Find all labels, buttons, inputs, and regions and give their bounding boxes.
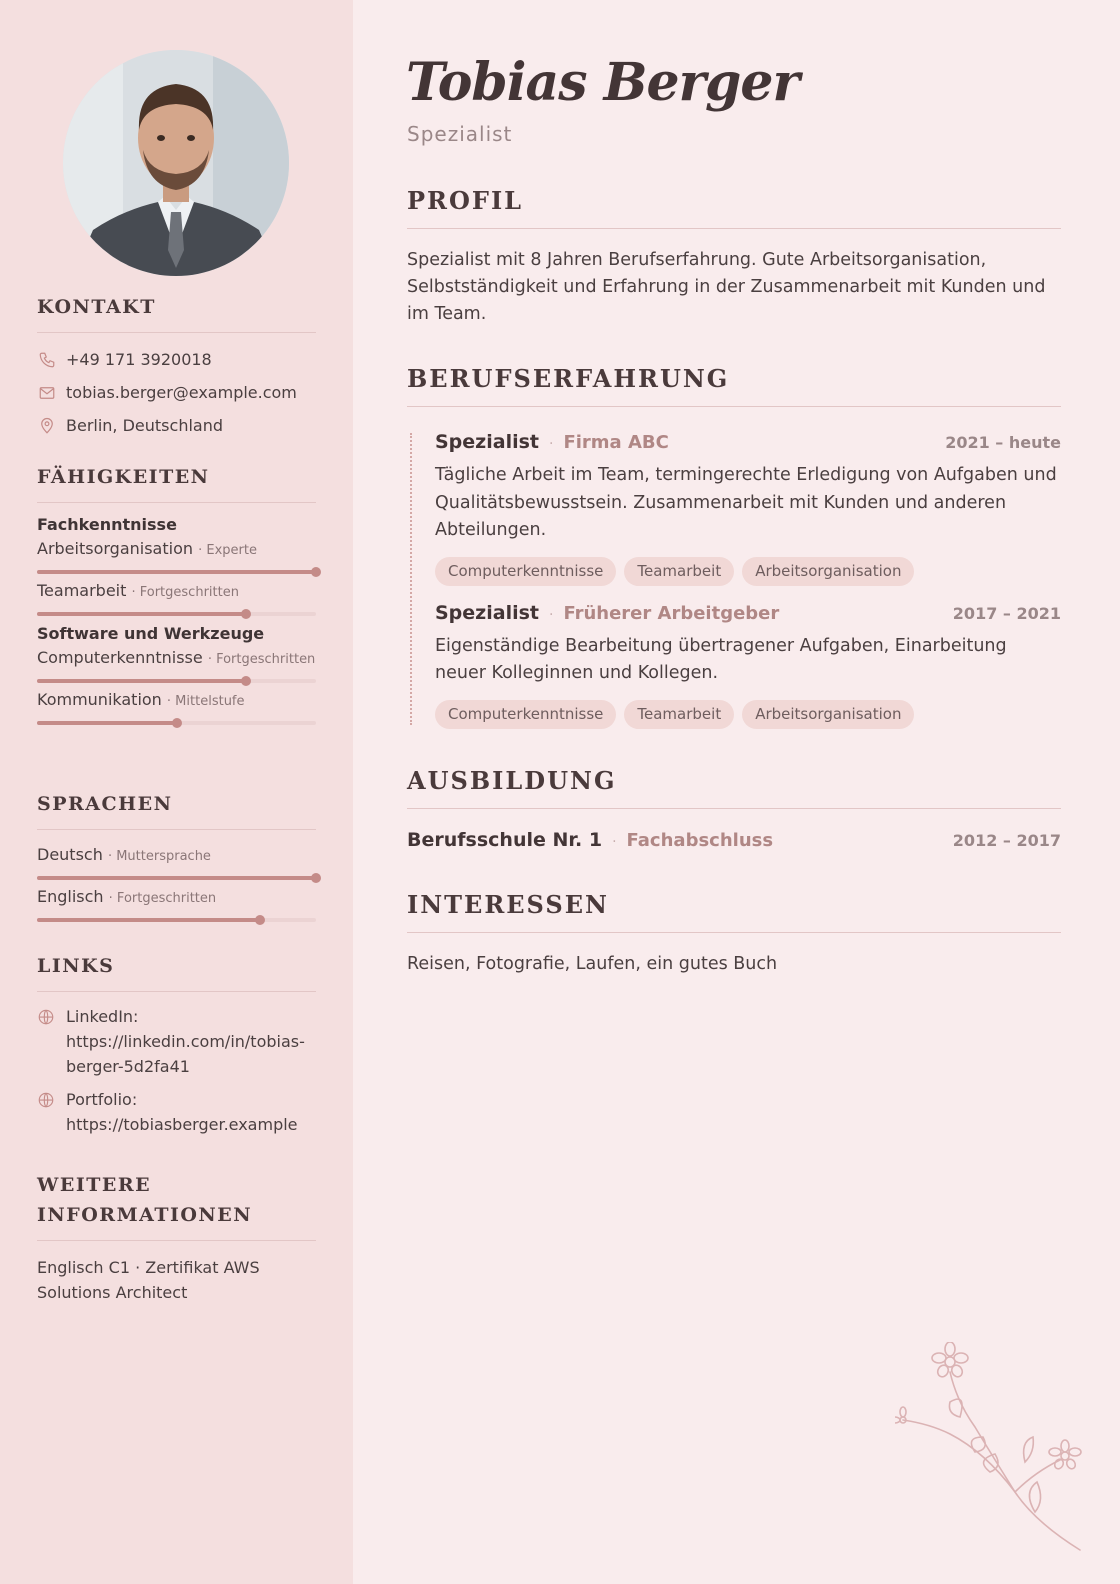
job-entry xyxy=(435,600,1061,729)
linkedin-label: LinkedIn: xyxy=(66,1007,139,1026)
skill-bar xyxy=(37,721,316,725)
linkedin-url-line1: https://linkedin.com/in/tobias- xyxy=(66,1032,305,1051)
language-level: · Muttersprache xyxy=(107,849,211,864)
languages-heading: SPRACHEN xyxy=(37,789,316,830)
job-tags xyxy=(435,700,1061,729)
tag: Teamarbeit xyxy=(624,557,734,586)
interests-heading: INTERESSEN xyxy=(407,888,1061,933)
languages-section xyxy=(37,789,316,928)
job-company: Firma ABC xyxy=(563,432,669,453)
skills-section xyxy=(37,462,316,731)
mail-icon xyxy=(37,383,57,403)
language-bar xyxy=(37,876,316,880)
tag: Arbeitsorganisation xyxy=(742,700,914,729)
job-date: 2017 – 2021 xyxy=(952,603,1061,623)
separator-dot: · xyxy=(548,436,554,452)
separator-dot: · xyxy=(612,834,617,850)
education-entry xyxy=(407,829,1061,851)
interests-section xyxy=(407,888,1061,978)
email-text: tobias.berger@example.com xyxy=(66,383,297,402)
experience-section xyxy=(407,362,1061,743)
language-name: Deutsch xyxy=(37,845,103,864)
education-degree: Fachabschluss xyxy=(626,830,774,851)
job-role: Spezialist xyxy=(435,601,539,624)
language-item xyxy=(37,844,316,880)
skill-item xyxy=(37,647,316,683)
skill-group-title: Fachkenntnisse xyxy=(37,515,177,534)
experience-timeline xyxy=(407,429,1061,729)
globe-icon xyxy=(37,1087,57,1137)
job-description: Eigenständige Bearbeitung übertragener Aufgaben, Einarbeitung neuer Kolleginnen und Kollegen. xyxy=(435,635,1007,683)
skill-bar xyxy=(37,612,316,616)
skill-item xyxy=(37,689,316,725)
job-entry xyxy=(435,429,1061,586)
job-description: Tägliche Arbeit im Team, termingerechte Erledigung von Aufgaben und Qualitätsbewusstsein. Zusammenarbeit mit Kunden und anderen Abteilungen. xyxy=(435,465,1057,540)
more-info-heading-line1: WEITERE xyxy=(37,1174,152,1196)
profile-heading: PROFIL xyxy=(407,184,1061,229)
contact-email[interactable] xyxy=(37,376,316,409)
contact-location xyxy=(37,409,316,442)
linkedin-url-line2: berger-5d2fa41 xyxy=(66,1057,190,1076)
skill-level: · Experte xyxy=(198,543,257,558)
skill-item xyxy=(37,538,316,574)
skill-level: · Mittelstufe xyxy=(166,694,245,709)
skill-bar xyxy=(37,679,316,683)
tag: Arbeitsorganisation xyxy=(742,557,914,586)
portfolio-url: https://tobiasberger.example xyxy=(66,1115,298,1134)
skill-name: Computerkenntnisse xyxy=(37,648,203,667)
skills-heading: FÄHIGKEITEN xyxy=(37,462,316,503)
contact-heading: KONTAKT xyxy=(37,292,316,333)
portfolio-label: Portfolio: xyxy=(66,1090,138,1109)
job-date: 2021 – heute xyxy=(945,433,1061,452)
person-name: Tobias Berger xyxy=(406,52,799,113)
flower-decoration xyxy=(895,1342,1085,1557)
contact-phone[interactable] xyxy=(37,343,316,376)
more-info-heading-line2: INFORMATIONEN xyxy=(37,1204,253,1226)
skill-name: Teamarbeit xyxy=(37,581,127,600)
profile-section xyxy=(407,184,1061,328)
contact-section xyxy=(37,292,316,442)
education-section xyxy=(407,764,1061,851)
job-tags xyxy=(435,557,1061,586)
experience-heading: BERUFSERFAHRUNG xyxy=(407,362,1061,407)
tag: Computerkenntnisse xyxy=(435,700,616,729)
location-text: Berlin, Deutschland xyxy=(66,416,223,435)
profile-text: Spezialist mit 8 Jahren Berufserfahrung. Gute Arbeitsorganisation, Selbstständigkeit und Erfahrung in der Zusammenarbeit mit Kunden und im Team. xyxy=(407,250,1046,324)
globe-icon xyxy=(37,1004,57,1079)
job-company: Früherer Arbeitgeber xyxy=(563,602,780,624)
skill-item xyxy=(37,580,316,616)
language-item xyxy=(37,886,316,922)
phone-icon xyxy=(37,350,57,370)
portfolio-link[interactable] xyxy=(37,1087,316,1137)
skill-name: Kommunikation xyxy=(37,690,162,709)
language-name: Englisch xyxy=(37,887,104,906)
person-title: Spezialist xyxy=(407,122,513,146)
tag: Teamarbeit xyxy=(624,700,734,729)
linkedin-link[interactable] xyxy=(37,1004,316,1079)
tag: Computerkenntnisse xyxy=(435,557,616,586)
links-heading: LINKS xyxy=(37,951,316,992)
skill-level: · Fortgeschritten xyxy=(207,652,316,667)
location-pin-icon xyxy=(37,416,57,436)
skill-group-title: Software und Werkzeuge xyxy=(37,624,265,643)
more-info-heading xyxy=(37,1170,316,1241)
links-section xyxy=(37,951,316,1145)
more-info-section xyxy=(37,1170,316,1305)
language-level: · Fortgeschritten xyxy=(108,891,217,906)
more-info-line1: Englisch C1 · Zertifikat AWS xyxy=(37,1258,260,1277)
profile-photo xyxy=(63,50,289,276)
education-heading: AUSBILDUNG xyxy=(407,764,1061,809)
skill-bar xyxy=(37,570,316,574)
job-role: Spezialist xyxy=(435,431,539,453)
education-school: Berufsschule Nr. 1 xyxy=(407,829,603,851)
phone-text: +49 171 3920018 xyxy=(66,350,212,369)
skill-name: Arbeitsorganisation xyxy=(37,539,193,558)
interests-text: Reisen, Fotografie, Laufen, ein gutes Buch xyxy=(407,954,778,974)
more-info-line2: Solutions Architect xyxy=(37,1283,188,1302)
education-date: 2012 – 2017 xyxy=(952,831,1061,850)
language-bar xyxy=(37,918,316,922)
skill-level: · Fortgeschritten xyxy=(131,585,239,600)
separator-dot: · xyxy=(548,606,554,623)
